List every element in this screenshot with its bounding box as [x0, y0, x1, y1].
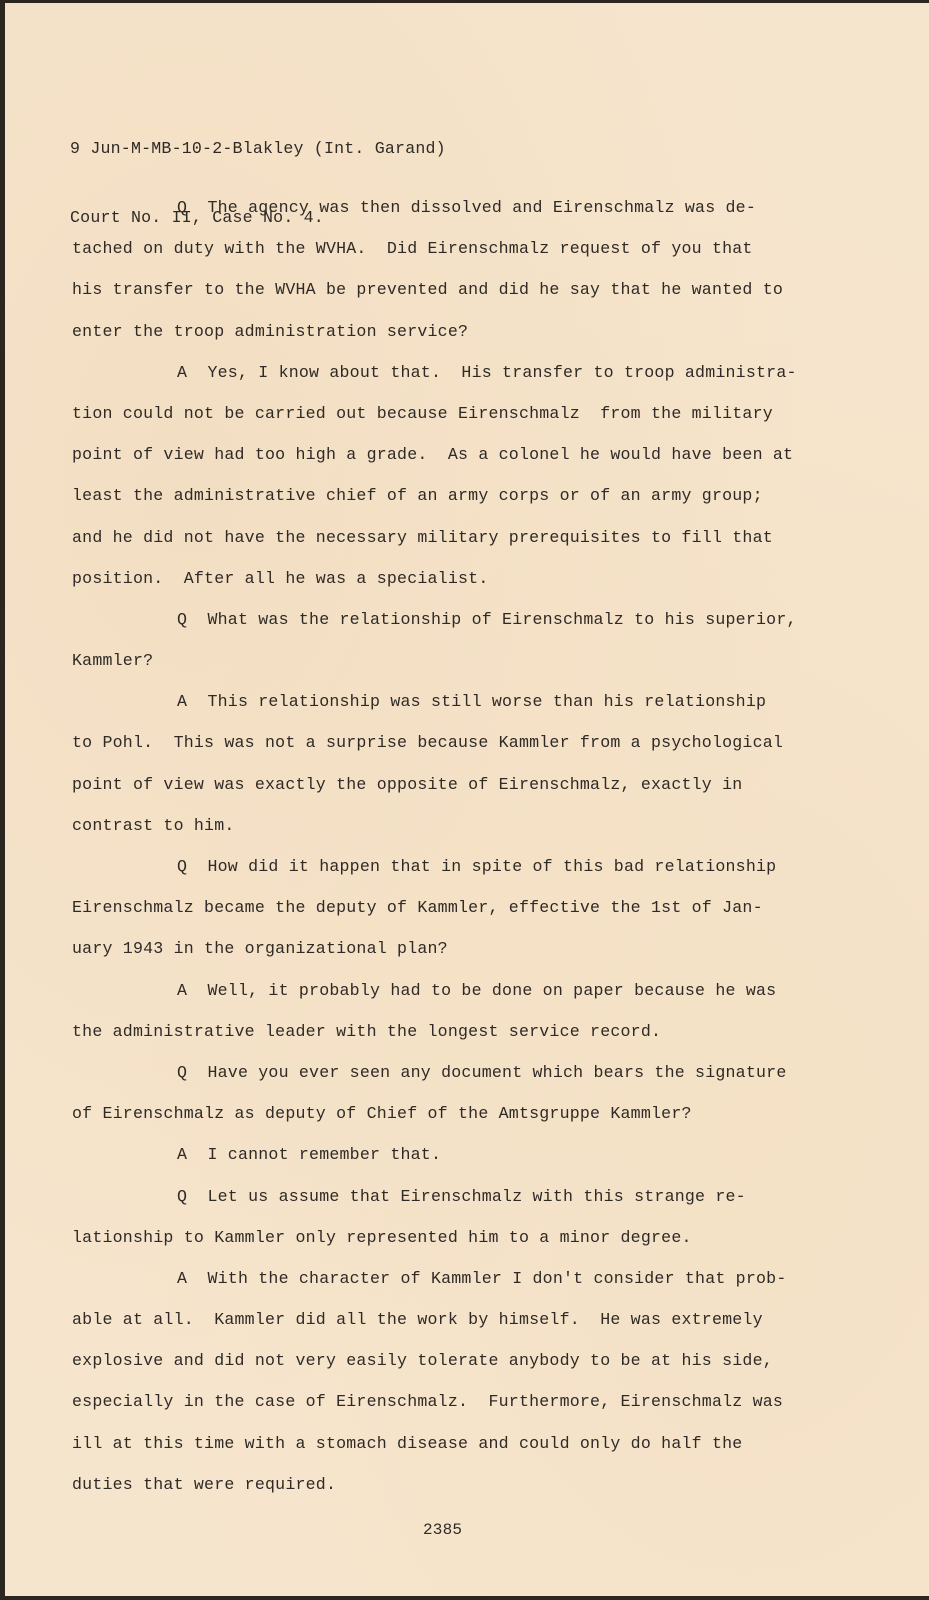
transcript-line: ill at this time with a stomach disease and could only do half the: [72, 1433, 743, 1453]
transcript-line: A This relationship was still worse than his relationship: [177, 692, 767, 712]
transcript-line: the administrative leader with the longest service record.: [72, 1021, 662, 1041]
transcript-line: Q How did it happen that in spite of this bad relationship: [177, 857, 777, 876]
transcript-line: to Pohl. This was not a surprise because Kammler from a psychological: [72, 733, 784, 753]
transcript-line: Q What was the relationship of Eirenschmalz to his superior,: [177, 609, 797, 629]
transcript-line: least the administrative chief of an army corps or of an army group;: [72, 486, 763, 506]
transcript-line: point of view had too high a grade. As a colonel he would have been at: [72, 445, 794, 465]
transcript-line: Kammler?: [72, 651, 154, 671]
transcript-line: and he did not have the necessary military prerequisites to fill that: [72, 527, 773, 547]
transcript-line: A With the character of Kammler I don't consider that prob-: [177, 1268, 787, 1288]
transcript-line: point of view was exactly the opposite of Eirenschmalz, exactly in: [72, 774, 743, 794]
transcript-line: tached on duty with the WVHA. Did Eirenschmalz request of you that: [72, 239, 753, 259]
header-session-line: 9 Jun-M-MB-10-2-Blakley (Int. Garand): [70, 139, 446, 158]
document-page: [5, 3, 929, 1596]
transcript-line: duties that were required.: [72, 1474, 337, 1494]
page-number: 2385: [423, 1521, 463, 1539]
transcript-line: his transfer to the WVHA be prevented and did he say that he wanted to: [72, 280, 784, 300]
header-court-line: Court No. II, Case No. 4.: [70, 208, 324, 227]
transcript-line: lationship to Kammler only represented him to a minor degree.: [72, 1227, 692, 1247]
transcript-line: Q Let us assume that Eirenschmalz with this strange re-: [177, 1186, 746, 1206]
transcript-line: especially in the case of Eirenschmalz. Furthermore, Eirenschmalz was: [72, 1392, 784, 1412]
transcript-line: A I cannot remember that.: [177, 1145, 442, 1165]
transcript-line: Q Have you ever seen any document which bears the signature: [177, 1062, 787, 1082]
transcript-line: explosive and did not very easily tolerate anybody to be at his side,: [72, 1351, 773, 1371]
transcript-line: A Yes, I know about that. His transfer to troop administra-: [177, 362, 797, 382]
transcript-line: uary 1943 in the organizational plan?: [72, 939, 448, 959]
transcript-line: A Well, it probably had to be done on paper because he was: [177, 980, 777, 1000]
transcript-line: contrast to him.: [72, 815, 235, 835]
transcript-line: enter the troop administration service?: [72, 321, 469, 341]
transcript-line: Q The agency was then dissolved and Eirenschmalz was de-: [177, 198, 756, 217]
transcript-line: able at all. Kammler did all the work by himself. He was extremely: [72, 1310, 763, 1330]
transcript-line: Eirenschmalz became the deputy of Kammler, effective the 1st of Jan-: [72, 898, 763, 918]
transcript-body: [72, 187, 812, 1505]
transcript-line: position. After all he was a specialist.: [72, 568, 489, 588]
transcript-line: of Eirenschmalz as deputy of Chief of the Amtsgruppe Kammler?: [72, 1104, 692, 1124]
transcript-line: tion could not be carried out because Eirenschmalz from the military: [72, 403, 773, 423]
